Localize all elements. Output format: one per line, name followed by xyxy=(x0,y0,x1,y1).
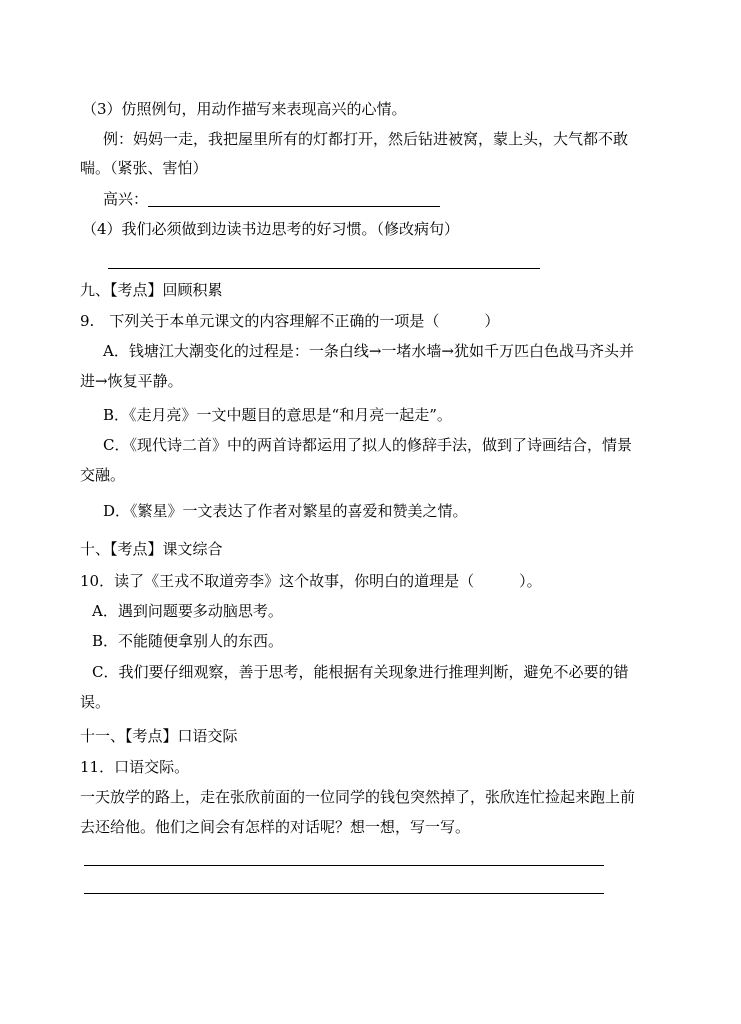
q11-answer-blank-1[interactable] xyxy=(84,865,604,866)
q10-option-a: A．遇到问题要多动脑思考。 xyxy=(92,602,283,620)
q3-example-line1: 例：妈妈一走，我把屋里所有的灯都打开，然后钻进被窝，蒙上头，大气都不敢 xyxy=(103,130,629,148)
q9-question: 9. 下列关于本单元课文的内容理解不正确的一项是（ ） xyxy=(80,312,500,330)
q11-text-line1: 一天放学的路上，走在张欣前面的一位同学的钱包突然掉了，张欣连忙捡起来跑上前 xyxy=(80,788,636,806)
q9-option-c-line2: 交融。 xyxy=(80,466,126,484)
q3-prompt: （3）仿照例句，用动作描写来表现高兴的心情。 xyxy=(82,100,407,118)
section10-heading: 十、【考点】课文综合 xyxy=(80,540,223,558)
q3-answer-label: 高兴： xyxy=(103,190,149,208)
q10-option-c-line1: C．我们要仔细观察，善于思考，能根据有关现象进行推理判断，避免不必要的错 xyxy=(92,663,629,681)
q11-text-line2: 去还给他。他们之间会有怎样的对话呢？想一想，写一写。 xyxy=(80,818,471,836)
q11-answer-blank-2[interactable] xyxy=(84,893,604,894)
section9-heading: 九、【考点】回顾积累 xyxy=(80,281,223,299)
q3-example-line2: 喘。（紧张、害怕） xyxy=(80,159,208,177)
q4-prompt: （4）我们必须做到边读书边思考的好习惯。（修改病句） xyxy=(82,220,460,238)
q3-answer-blank[interactable] xyxy=(148,206,440,207)
q9-option-a-line2: 进→恢复平静。 xyxy=(80,372,183,390)
q9-option-b: B．《走月亮》一文中题目的意思是“和月亮一起走”。 xyxy=(103,406,452,424)
q10-option-c-line2: 误。 xyxy=(80,693,111,711)
section11-heading: 十一、【考点】口语交际 xyxy=(80,727,238,745)
q4-answer-blank[interactable] xyxy=(108,268,540,269)
q10-question: 10．读了《王戎不取道旁李》这个故事，你明白的道理是（ ）。 xyxy=(80,572,542,590)
q11-question: 11．口语交际。 xyxy=(80,758,190,776)
q9-option-c-line1: C．《现代诗二首》中的两首诗都运用了拟人的修辞手法，做到了诗画结合，情景 xyxy=(103,436,632,454)
q9-option-d: D．《繁星》一文表达了作者对繁星的喜爱和赞美之情。 xyxy=(103,502,468,520)
q9-option-a-line1: A．钱塘江大潮变化的过程是：一条白线→一堵水墙→犹如千万匹白色战马齐头并 xyxy=(103,342,634,360)
q10-option-b: B．不能随便拿别人的东西。 xyxy=(92,632,284,650)
